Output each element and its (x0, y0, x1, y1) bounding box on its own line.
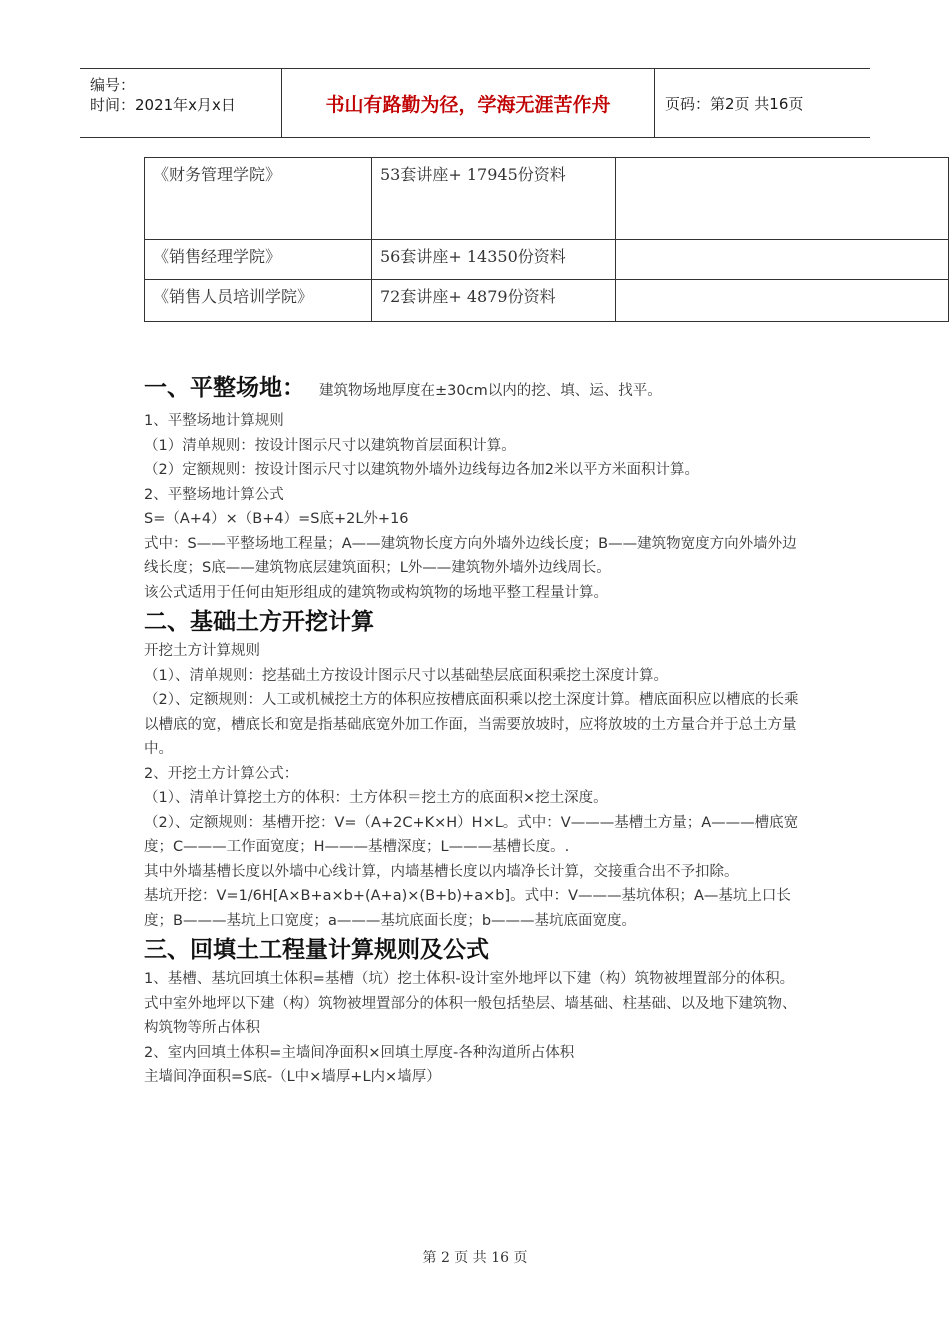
page-footer: 第 2 页 共 16 页 (422, 1250, 528, 1266)
page-header (80, 68, 870, 138)
paragraph: （1）、清单计算挖土方的体积：土方体积＝挖土方的底面积×挖土深度。 (144, 790, 608, 806)
paragraph: （1）清单规则：按设计图示尺寸以建筑物首层面积计算。 (144, 437, 516, 454)
table-cell-name: 《销售经理学院》 (145, 240, 372, 280)
paragraph: 基坑开挖：V=1/6H[A×B+a×b+(A+a)×(B+b)+a×b]。式中：V———基坑体积；A—基坑上口长度；B———基坑上口宽度；a———基坑底面长度；b———基坑底面宽度。 (144, 888, 791, 929)
paragraph: 2、室内回填土体积=主墙间净面积×回填土厚度-各种沟道所占体积 (144, 1044, 575, 1061)
paragraph: （2）、定额规则：人工或机械挖土方的体积应按槽底面积乘以挖土深度计算。槽底面积应以槽底的长乘以槽底的宽，槽底长和宽是指基础底宽外加工作面，当需要放坡时，应将放坡的土方量合并于总土方量中。 (144, 692, 799, 757)
table-row (145, 280, 949, 322)
table-row (145, 158, 949, 240)
table-cell-desc: 53套讲座+ 17945份资料 (372, 158, 616, 240)
section1-title: 一、平整场地： (144, 374, 305, 401)
paragraph: 2、开挖土方计算公式： (144, 765, 299, 782)
header-page-label: 页码：第2页 共16页 (665, 94, 804, 113)
table-cell-desc: 72套讲座+ 4879份资料 (372, 280, 616, 322)
table-cell-extra (616, 240, 949, 280)
document-body (144, 370, 804, 1090)
section1-heading (144, 370, 804, 409)
table-cell-name: 《财务管理学院》 (145, 158, 372, 240)
paragraph: （1）、清单规则：挖基础土方按设计图示尺寸以基础垫层底面积乘挖土深度计算。 (144, 667, 668, 684)
section2-heading: 二、基础土方开挖计算 (144, 608, 374, 635)
paragraph: 开挖土方计算规则 (144, 643, 260, 659)
paragraph: 式中：S——平整场地工程量；A——建筑物长度方向外墙外边线长度；B——建筑物宽度方向外墙外边线长度；S底——建筑物底层建筑面积；L外——建筑物外墙外边线周长。 (144, 535, 797, 576)
paragraph: 1、基槽、基坑回填土体积=基槽（坑）挖土体积-设计室外地坪以下建（构）筑物被埋置部分的体积。 (144, 971, 795, 987)
header-motto: 书山有路勤为径，学海无涯苦作舟 (282, 69, 655, 137)
formula: S=（A+4）×（B+4）=S底+2L外+16 (144, 511, 409, 527)
header-meta (80, 69, 282, 137)
table-row (145, 240, 949, 280)
paragraph: 1、平整场地计算规则 (144, 413, 284, 429)
resource-table (144, 157, 949, 322)
paragraph: （2）定额规则：按设计图示尺寸以建筑物外墙外边线每边各加2米以平方米面积计算。 (144, 462, 699, 478)
paragraph: 式中室外地坪以下建（构）筑物被埋置部分的体积一般包括垫层、墙基础、柱基础、以及地下建筑物、构筑物等所占体积 (144, 995, 797, 1036)
table-cell-extra (616, 158, 949, 240)
section3-heading: 三、回填土工程量计算规则及公式 (144, 936, 489, 963)
code-label: 编号： (90, 76, 136, 94)
table-cell-desc: 56套讲座+ 14350份资料 (372, 240, 616, 280)
paragraph: 2、平整场地计算公式 (144, 486, 284, 503)
formula: 主墙间净面积=S底-（L中×墙厚+L内×墙厚） (144, 1069, 441, 1085)
paragraph: 该公式适用于任何由矩形组成的建筑物或构筑物的场地平整工程量计算。 (144, 584, 608, 601)
table-cell-name: 《销售人员培训学院》 (145, 280, 372, 322)
section1-lead: 建筑物场地厚度在±30cm以内的挖、填、运、找平。 (319, 383, 662, 399)
table-cell-extra (616, 280, 949, 322)
paragraph: （2）、定额规则：基槽开挖：V=（A+2C+K×H）H×L。式中：V———基槽土方量；A———槽底宽度；C———工作面宽度；H———基槽深度；L———基槽长度。. (144, 814, 799, 855)
paragraph: 其中外墙基槽长度以外墙中心线计算，内墙基槽长度以内墙净长计算，交接重合出不予扣除。 (144, 863, 739, 880)
time-label: 时间：2021年x月x日 (90, 96, 236, 114)
